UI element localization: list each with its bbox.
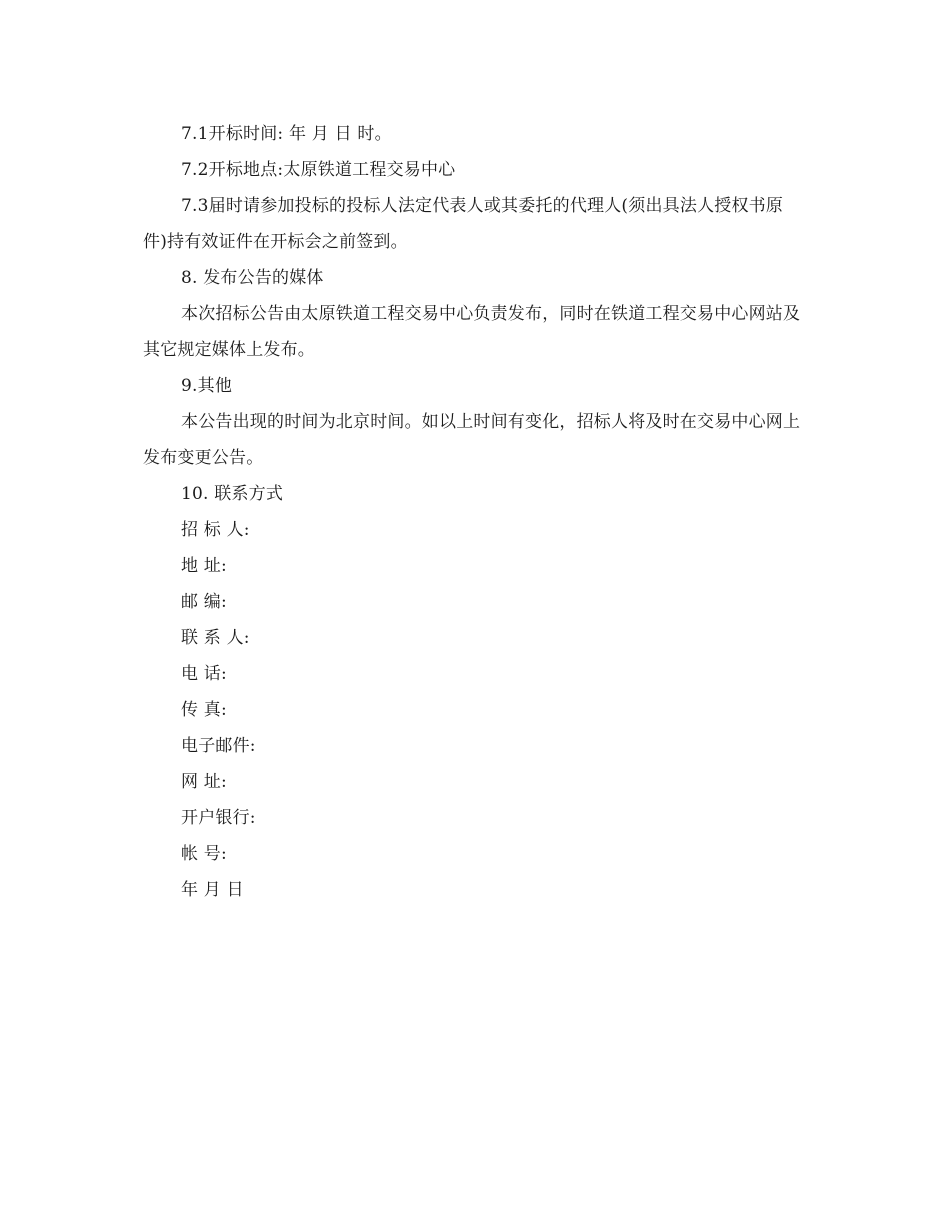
publication-media-text: 本次招标公告由太原铁道工程交易中心负责发布，同时在铁道工程交易中心网站及其它规定媒体上发布。 xyxy=(143,304,801,360)
contact-website: 网 址: xyxy=(181,772,227,792)
contact-address: 地 址: xyxy=(181,556,227,576)
section-9-heading: 9.其他 xyxy=(181,376,233,396)
section-8-heading: 8. 发布公告的媒体 xyxy=(181,268,324,288)
bid-opening-location: 7.2开标地点:太原铁道工程交易中心 xyxy=(181,160,456,180)
contact-account: 帐 号: xyxy=(181,844,227,864)
contact-phone: 电 话: xyxy=(181,664,227,684)
contact-tenderer: 招 标 人: xyxy=(181,520,250,540)
contact-fax: 传 真: xyxy=(181,700,227,720)
document-date: 年 月 日 xyxy=(181,880,244,900)
contact-person: 联 系 人: xyxy=(181,628,250,648)
sign-in-requirement: 7.3届时请参加投标的投标人法定代表人或其委托的代理人(须出具法人授权书原件)持有效证件在开标会之前签到。 xyxy=(143,196,784,252)
section-10-heading: 10. 联系方式 xyxy=(181,484,284,504)
document-body xyxy=(143,116,805,908)
contact-postcode: 邮 编: xyxy=(181,592,227,612)
other-notes-text: 本公告出现的时间为北京时间。如以上时间有变化，招标人将及时在交易中心网上发布变更公告。 xyxy=(143,412,801,468)
contact-email: 电子邮件: xyxy=(181,736,256,756)
bid-opening-time: 7.1开标时间: 年 月 日 时。 xyxy=(181,124,392,144)
contact-bank: 开户银行: xyxy=(181,808,256,828)
